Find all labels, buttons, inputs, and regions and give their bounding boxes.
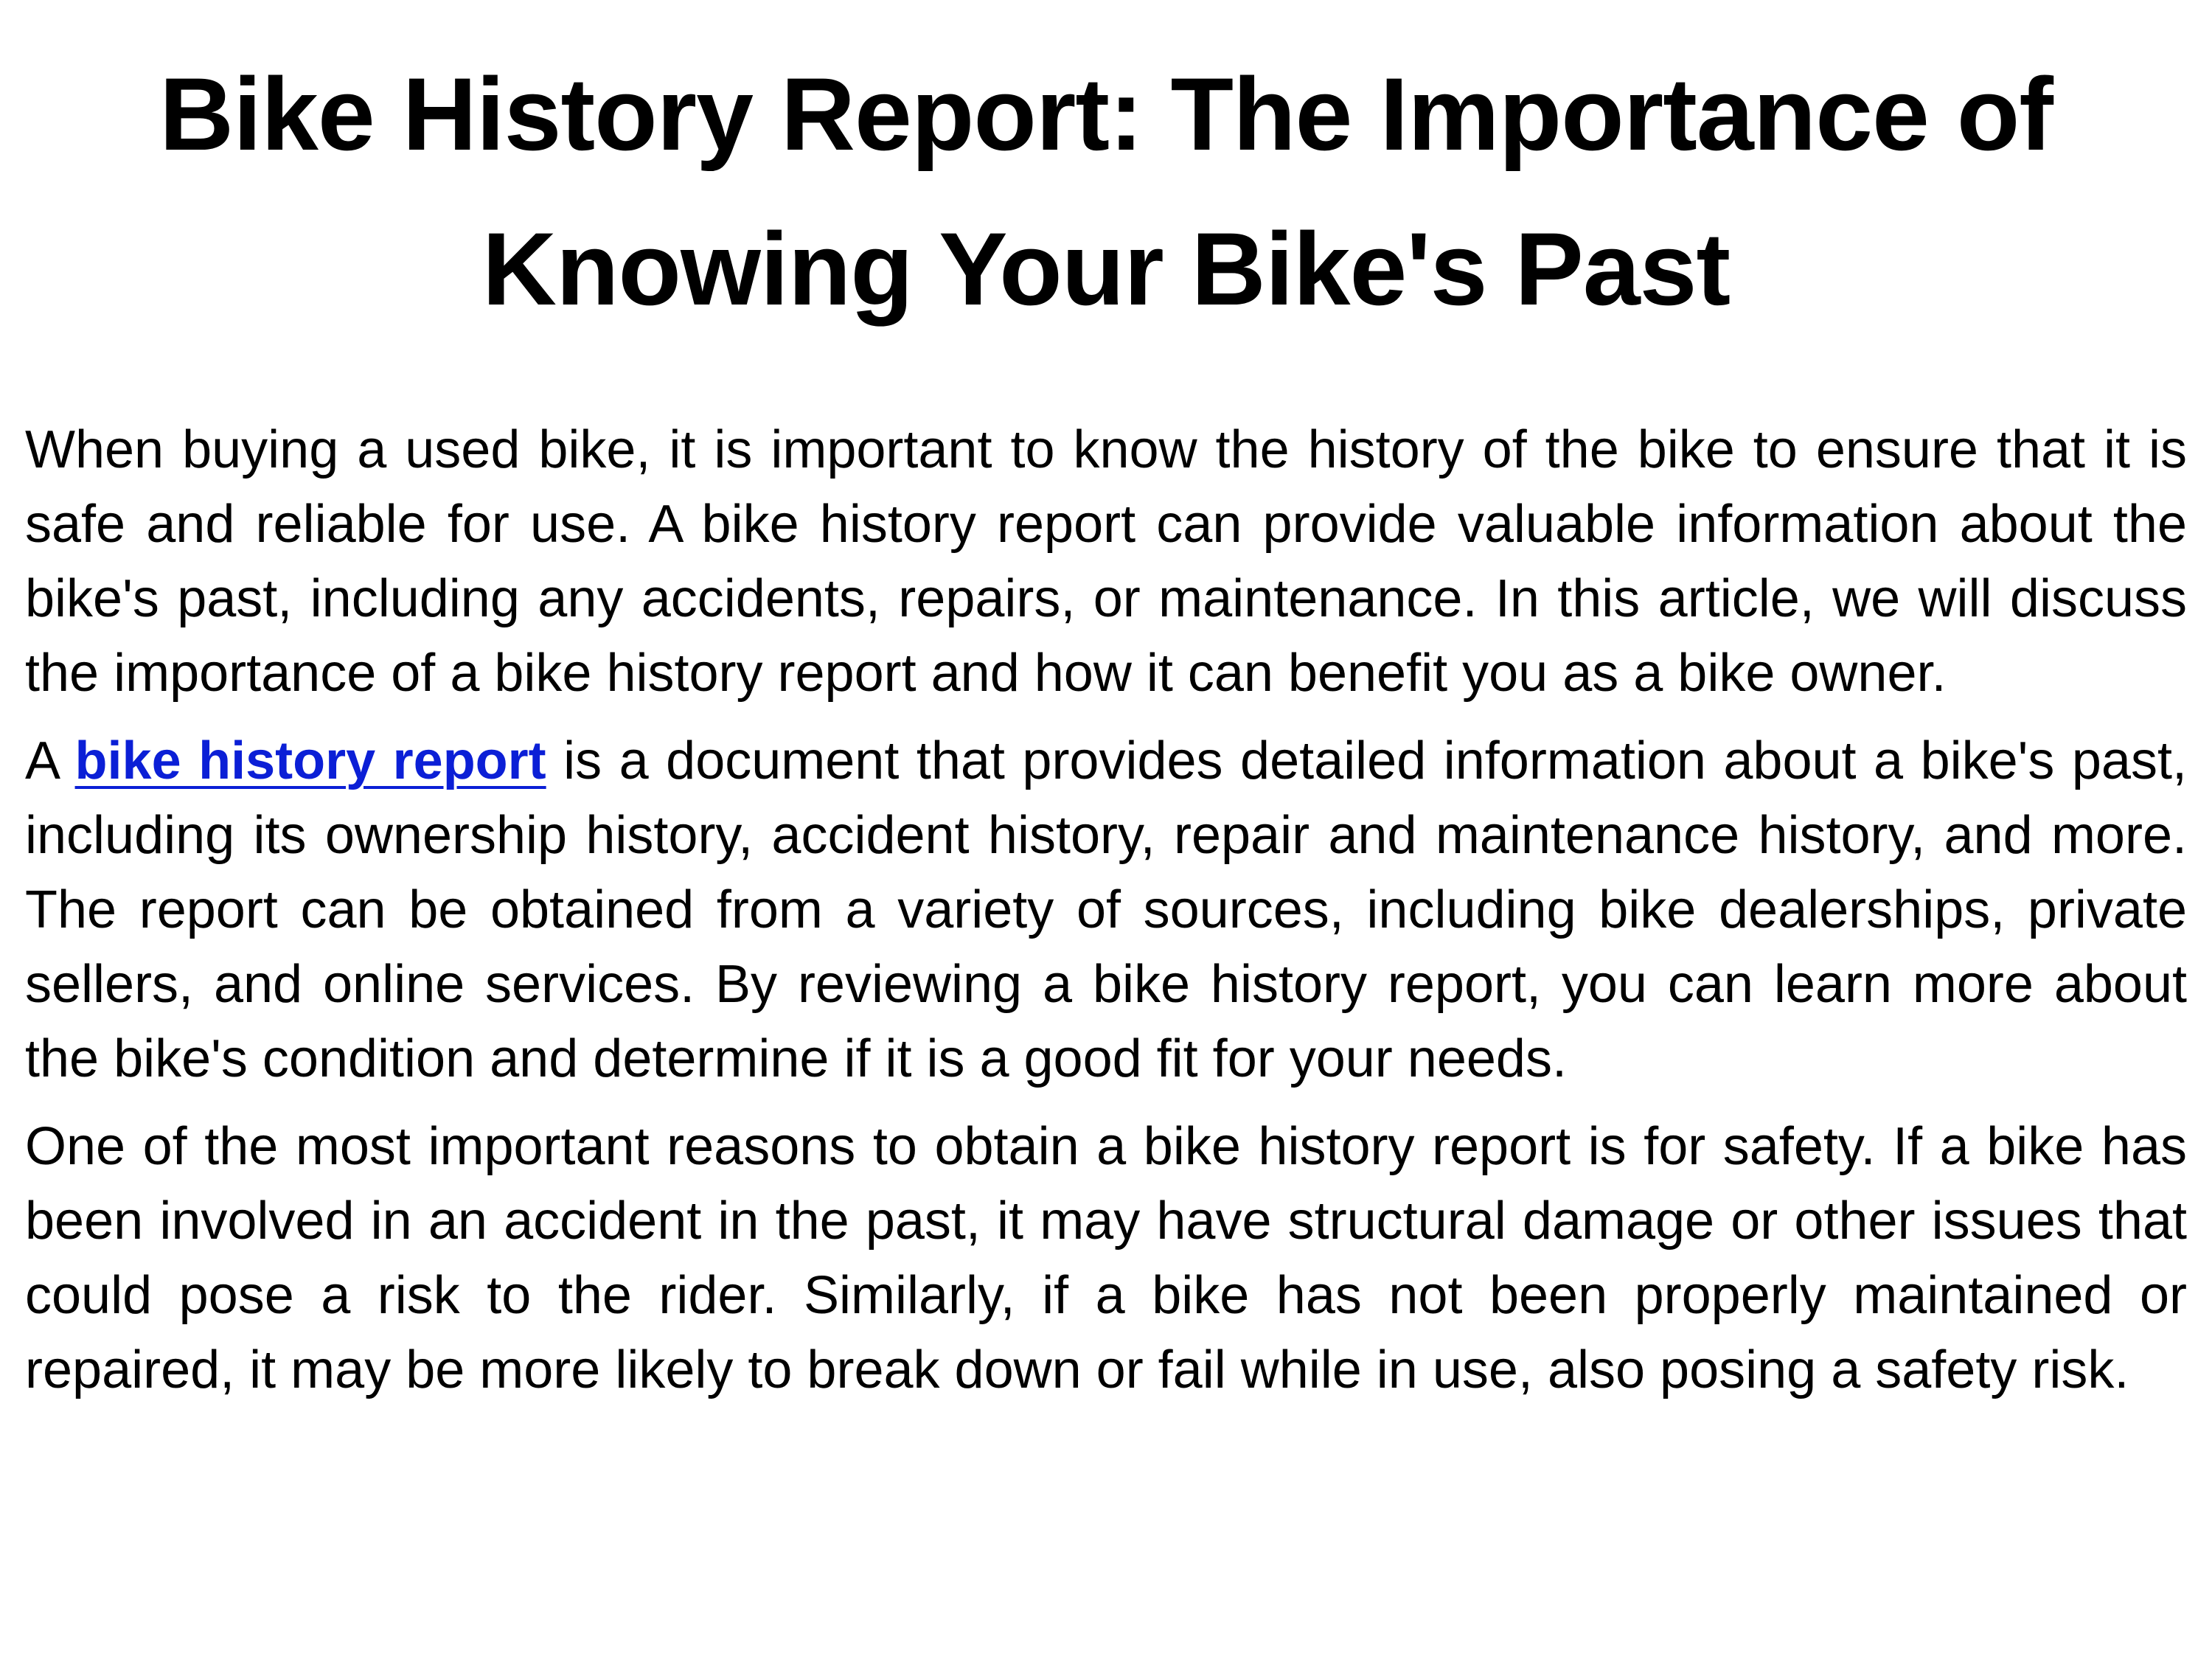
- article-body: [25, 413, 2187, 1408]
- paragraph-intro: When buying a used bike, it is important to know the history of the bike to ensure that it is safe and reliable for use. A bike history report can provide valuable information about the bike's past, including any accidents, repairs, or maintenance. In this article, we will discuss the importance of a bike history report and how it can benefit you as a bike owner.: [25, 420, 2187, 703]
- page-title: Bike History Report: The Importance of Knowing Your Bike's Past: [159, 56, 2053, 327]
- paragraph-safety: One of the most important reasons to obtain a bike history report is for safety. If a bike has been involved in an accident in the past, it may have structural damage or other issues that could pose a risk to the rider. Similarly, if a bike has not been properly maintained or repaired, it may be more likely to break down or fail while in use, also posing a safety risk.: [25, 1117, 2187, 1399]
- paragraph-definition-rest: is a document that provides detailed information about a bike's past, including its ownership history, accident history, repair and maintenance history, and more. The report can be obtained from a variety of sources, including bike dealerships, private sellers, and online services. By reviewing a bike history report, you can learn more about the bike's condition and determine if it is a good fit for your needs.: [25, 731, 2187, 1088]
- paragraph-definition-prefix: A: [25, 731, 75, 790]
- paragraph-definition: [25, 724, 2187, 1096]
- bike-history-report-link[interactable]: bike history report: [74, 731, 546, 790]
